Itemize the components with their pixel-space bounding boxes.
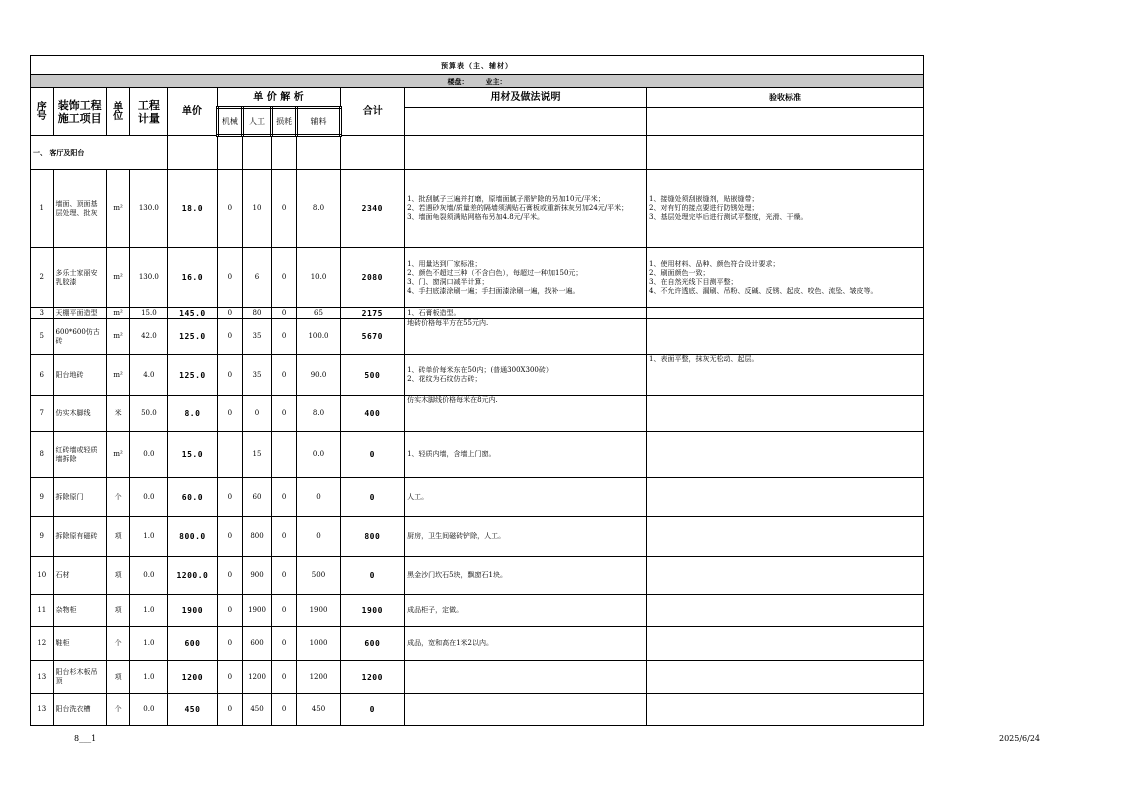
total-cell: 400 [340, 396, 405, 432]
table-row [31, 661, 924, 694]
unit-cell: 个 [106, 627, 130, 661]
machine-cell: 0 [217, 661, 243, 694]
total-cell: 600 [340, 627, 405, 661]
machine-cell: 0 [217, 557, 243, 595]
price-cell: 800.0 [168, 517, 217, 557]
labor-cell: 60 [243, 478, 272, 517]
owner-label: 业主： [485, 76, 507, 86]
acceptance-cell [647, 557, 924, 595]
price-cell: 1200.0 [168, 557, 217, 595]
acceptance-cell [647, 517, 924, 557]
price-cell: 18.0 [168, 170, 217, 248]
table-row [31, 595, 924, 627]
loss-cell: 0 [271, 517, 297, 557]
item-cell: 石材 [53, 557, 106, 595]
qty-cell: 1.0 [130, 517, 168, 557]
table-row [31, 248, 924, 308]
acceptance-cell [647, 478, 924, 517]
budget-table [30, 55, 924, 726]
materials-cell: 黑金沙门坎石5块，飘窗石1块。 [405, 557, 647, 595]
total-cell: 2175 [340, 308, 405, 319]
table-row [31, 396, 924, 432]
item-cell: 阳台杉木板吊顶 [53, 661, 106, 694]
table-row [31, 478, 924, 517]
header-seq: 序 号 [31, 88, 54, 136]
loss-cell [271, 432, 297, 478]
header-materials: 用材及做法说明 [405, 88, 647, 108]
table-row [31, 557, 924, 595]
price-cell: 8.0 [168, 396, 217, 432]
total-cell: 2340 [340, 170, 405, 248]
header-qty: 工程计量 [130, 88, 168, 136]
unit-cell: m² [106, 432, 130, 478]
item-cell: 拆除原门 [53, 478, 106, 517]
acceptance-cell [647, 319, 924, 355]
building-label: 楼盘： [447, 76, 469, 86]
price-cell: 1900 [168, 595, 217, 627]
aux-cell: 0 [297, 478, 340, 517]
machine-cell: 0 [217, 396, 243, 432]
total-cell: 0 [340, 432, 405, 478]
machine-cell: 0 [217, 517, 243, 557]
table-row [31, 170, 924, 248]
aux-cell: 1000 [297, 627, 340, 661]
seq-cell: 8 [31, 432, 54, 478]
table-row [31, 627, 924, 661]
unit-cell: m² [106, 355, 130, 396]
seq-cell: 13 [31, 694, 54, 726]
loss-cell: 0 [271, 355, 297, 396]
aux-cell: 0 [297, 517, 340, 557]
price-cell: 125.0 [168, 319, 217, 355]
price-cell: 450 [168, 694, 217, 726]
seq-cell: 5 [31, 319, 54, 355]
seq-cell: 12 [31, 627, 54, 661]
footer-date: 2025/6/24 [999, 734, 1041, 743]
labor-cell: 450 [243, 694, 272, 726]
item-cell: 阳台洗衣槽 [53, 694, 106, 726]
header-machine: 机械 [217, 108, 243, 136]
aux-cell: 90.0 [297, 355, 340, 396]
machine-cell: 0 [217, 170, 243, 248]
unit-cell: m² [106, 248, 130, 308]
aux-cell: 10.0 [297, 248, 340, 308]
header-total: 合计 [340, 88, 405, 136]
total-cell: 0 [340, 478, 405, 517]
seq-cell: 7 [31, 396, 54, 432]
seq-cell: 13 [31, 661, 54, 694]
materials-cell: 1、轻质内墙，含墙上门窗。 [405, 432, 647, 478]
qty-cell: 0.0 [130, 557, 168, 595]
acceptance-cell [647, 694, 924, 726]
header-price: 单价 [168, 88, 217, 136]
machine-cell: 0 [217, 627, 243, 661]
loss-cell: 0 [271, 694, 297, 726]
total-cell: 0 [340, 694, 405, 726]
materials-cell: 人工。 [405, 478, 647, 517]
seq-cell: 1 [31, 170, 54, 248]
price-cell: 16.0 [168, 248, 217, 308]
qty-cell: 50.0 [130, 396, 168, 432]
machine-cell: 0 [217, 694, 243, 726]
labor-cell: 6 [243, 248, 272, 308]
materials-cell: 地砖价格每平方在55元内. [405, 319, 647, 355]
acceptance-cell [647, 627, 924, 661]
aux-cell: 65 [297, 308, 340, 319]
aux-cell: 1200 [297, 661, 340, 694]
table-row [31, 319, 924, 355]
table-row [31, 432, 924, 478]
loss-cell: 0 [271, 396, 297, 432]
item-cell: 600*600仿古砖 [53, 319, 106, 355]
seq-cell: 9 [31, 517, 54, 557]
unit-cell: m² [106, 308, 130, 319]
footer-left: 8___1 [74, 734, 97, 743]
section-title: 一、 客厅及阳台 [31, 136, 168, 170]
price-cell: 15.0 [168, 432, 217, 478]
acceptance-cell [647, 661, 924, 694]
acceptance-cell: 1、接缝处须刮嵌缝剂，贴嵌缝带； 2、对有钉的接点要进行防锈处理； 3、基层处理完毕后进行测试平整度，光滑、干燥。 [647, 170, 924, 248]
labor-cell: 600 [243, 627, 272, 661]
aux-cell: 450 [297, 694, 340, 726]
header-acceptance-blank [647, 108, 924, 136]
loss-cell: 0 [271, 248, 297, 308]
loss-cell: 0 [271, 627, 297, 661]
item-cell: 多乐士家丽安乳胶漆 [53, 248, 106, 308]
labor-cell: 800 [243, 517, 272, 557]
header-labor: 人工 [243, 108, 272, 136]
aux-cell: 500 [297, 557, 340, 595]
aux-cell: 8.0 [297, 396, 340, 432]
total-cell: 0 [340, 557, 405, 595]
price-cell: 600 [168, 627, 217, 661]
loss-cell: 0 [271, 308, 297, 319]
price-cell: 145.0 [168, 308, 217, 319]
unit-cell: m² [106, 319, 130, 355]
acceptance-cell [647, 396, 924, 432]
loss-cell: 0 [271, 595, 297, 627]
table-row [31, 694, 924, 726]
materials-cell: 成品，宽和高在1米2以内。 [405, 627, 647, 661]
machine-cell: 0 [217, 248, 243, 308]
total-cell: 5670 [340, 319, 405, 355]
loss-cell: 0 [271, 661, 297, 694]
qty-cell: 15.0 [130, 308, 168, 319]
qty-cell: 0.0 [130, 432, 168, 478]
loss-cell: 0 [271, 478, 297, 517]
header-materials-blank [405, 108, 647, 136]
labor-cell: 0 [243, 396, 272, 432]
materials-cell [405, 694, 647, 726]
labor-cell: 35 [243, 319, 272, 355]
header-aux: 辅料 [297, 108, 340, 136]
materials-cell: 1、用量达到厂家标准； 2、颜色不超过三种（不含白色），每超过一种加150元； 3、门、窗洞口减半计算； 4、手扫底漆涂刷一遍；手扫面漆涂刷一遍，找补一遍。 [405, 248, 647, 308]
aux-cell: 0.0 [297, 432, 340, 478]
machine-cell: 0 [217, 319, 243, 355]
seq-cell: 3 [31, 308, 54, 319]
labor-cell: 15 [243, 432, 272, 478]
total-cell: 1900 [340, 595, 405, 627]
acceptance-cell: 1、使用材料、品种、颜色符合设计要求； 2、刷面颜色一致； 3、在自然光线下目测平整； 4、不允许透底、漏刷、吊粉、反碱、反锈、起皮、咬色、流坠、皱皮等。 [647, 248, 924, 308]
price-cell: 125.0 [168, 355, 217, 396]
total-cell: 2080 [340, 248, 405, 308]
qty-cell: 130.0 [130, 248, 168, 308]
materials-cell: 1、石膏板造型。 [405, 308, 647, 319]
labor-cell: 10 [243, 170, 272, 248]
materials-cell: 1、批刮腻子三遍并打磨，原墙面腻子需铲除的另加10元/平米； 2、若遇砂灰墙/质量差的隔墙须满贴石膏板或重新抹灰另加24元/平米； 3、墙面龟裂须满贴网格布另加4.8元/平米。 [405, 170, 647, 248]
header-analysis: 单 价 解 析 [217, 88, 340, 108]
unit-cell: 项 [106, 517, 130, 557]
price-cell: 1200 [168, 661, 217, 694]
qty-cell: 1.0 [130, 627, 168, 661]
header-unit: 单位 [106, 88, 130, 136]
machine-cell: 0 [217, 478, 243, 517]
table-row [31, 308, 924, 319]
item-cell: 拆除原有磁砖 [53, 517, 106, 557]
labor-cell: 80 [243, 308, 272, 319]
machine-cell: 0 [217, 595, 243, 627]
machine-cell: 0 [217, 355, 243, 396]
aux-cell: 1900 [297, 595, 340, 627]
labor-cell: 1900 [243, 595, 272, 627]
loss-cell: 0 [271, 170, 297, 248]
acceptance-cell: 1、表面平整，抹灰无松动、起层。 [647, 355, 924, 396]
qty-cell: 1.0 [130, 661, 168, 694]
item-cell: 杂物柜 [53, 595, 106, 627]
machine-cell: 0 [217, 308, 243, 319]
header-item: 装饰工程施工项目 [53, 88, 106, 136]
sheet-title: 预算表（主、辅材） [31, 56, 924, 75]
unit-cell: m² [106, 170, 130, 248]
machine-cell [217, 432, 243, 478]
seq-cell: 9 [31, 478, 54, 517]
item-cell: 天棚平面造型 [53, 308, 106, 319]
acceptance-cell [647, 308, 924, 319]
header-loss: 损耗 [271, 108, 297, 136]
seq-cell: 10 [31, 557, 54, 595]
unit-cell: 项 [106, 661, 130, 694]
table-row [31, 355, 924, 396]
materials-cell: 1、砖单价每米东在50内；(普通300X300砖） 2、花纹为石纹仿古砖； [405, 355, 647, 396]
aux-cell: 100.0 [297, 319, 340, 355]
labor-cell: 35 [243, 355, 272, 396]
acceptance-cell [647, 595, 924, 627]
seq-cell: 11 [31, 595, 54, 627]
acceptance-cell [647, 432, 924, 478]
item-cell: 红砖墙或轻质墙拆除 [53, 432, 106, 478]
materials-cell [405, 661, 647, 694]
total-cell: 1200 [340, 661, 405, 694]
table-row [31, 517, 924, 557]
seq-cell: 2 [31, 248, 54, 308]
total-cell: 800 [340, 517, 405, 557]
unit-cell: 项 [106, 595, 130, 627]
qty-cell: 1.0 [130, 595, 168, 627]
qty-cell: 130.0 [130, 170, 168, 248]
item-cell: 鞋柜 [53, 627, 106, 661]
labor-cell: 1200 [243, 661, 272, 694]
unit-cell: 米 [106, 396, 130, 432]
total-cell: 500 [340, 355, 405, 396]
qty-cell: 0.0 [130, 478, 168, 517]
materials-cell: 仿实木脚线价格每米在8元内. [405, 396, 647, 432]
item-cell: 阳台地砖 [53, 355, 106, 396]
header-acceptance: 验收标准 [647, 88, 924, 108]
unit-cell: 项 [106, 557, 130, 595]
aux-cell: 8.0 [297, 170, 340, 248]
item-cell: 墙面、顶面基层处理、批灰 [53, 170, 106, 248]
labor-cell: 900 [243, 557, 272, 595]
qty-cell: 42.0 [130, 319, 168, 355]
loss-cell: 0 [271, 319, 297, 355]
qty-cell: 0.0 [130, 694, 168, 726]
materials-cell: 厨房，卫生间磁砖铲除，人工。 [405, 517, 647, 557]
price-cell: 60.0 [168, 478, 217, 517]
unit-cell: 个 [106, 694, 130, 726]
materials-cell: 成品柜子，定做。 [405, 595, 647, 627]
qty-cell: 4.0 [130, 355, 168, 396]
subheader-row [31, 75, 924, 88]
seq-cell: 6 [31, 355, 54, 396]
loss-cell: 0 [271, 557, 297, 595]
item-cell: 仿实木脚线 [53, 396, 106, 432]
unit-cell: 个 [106, 478, 130, 517]
